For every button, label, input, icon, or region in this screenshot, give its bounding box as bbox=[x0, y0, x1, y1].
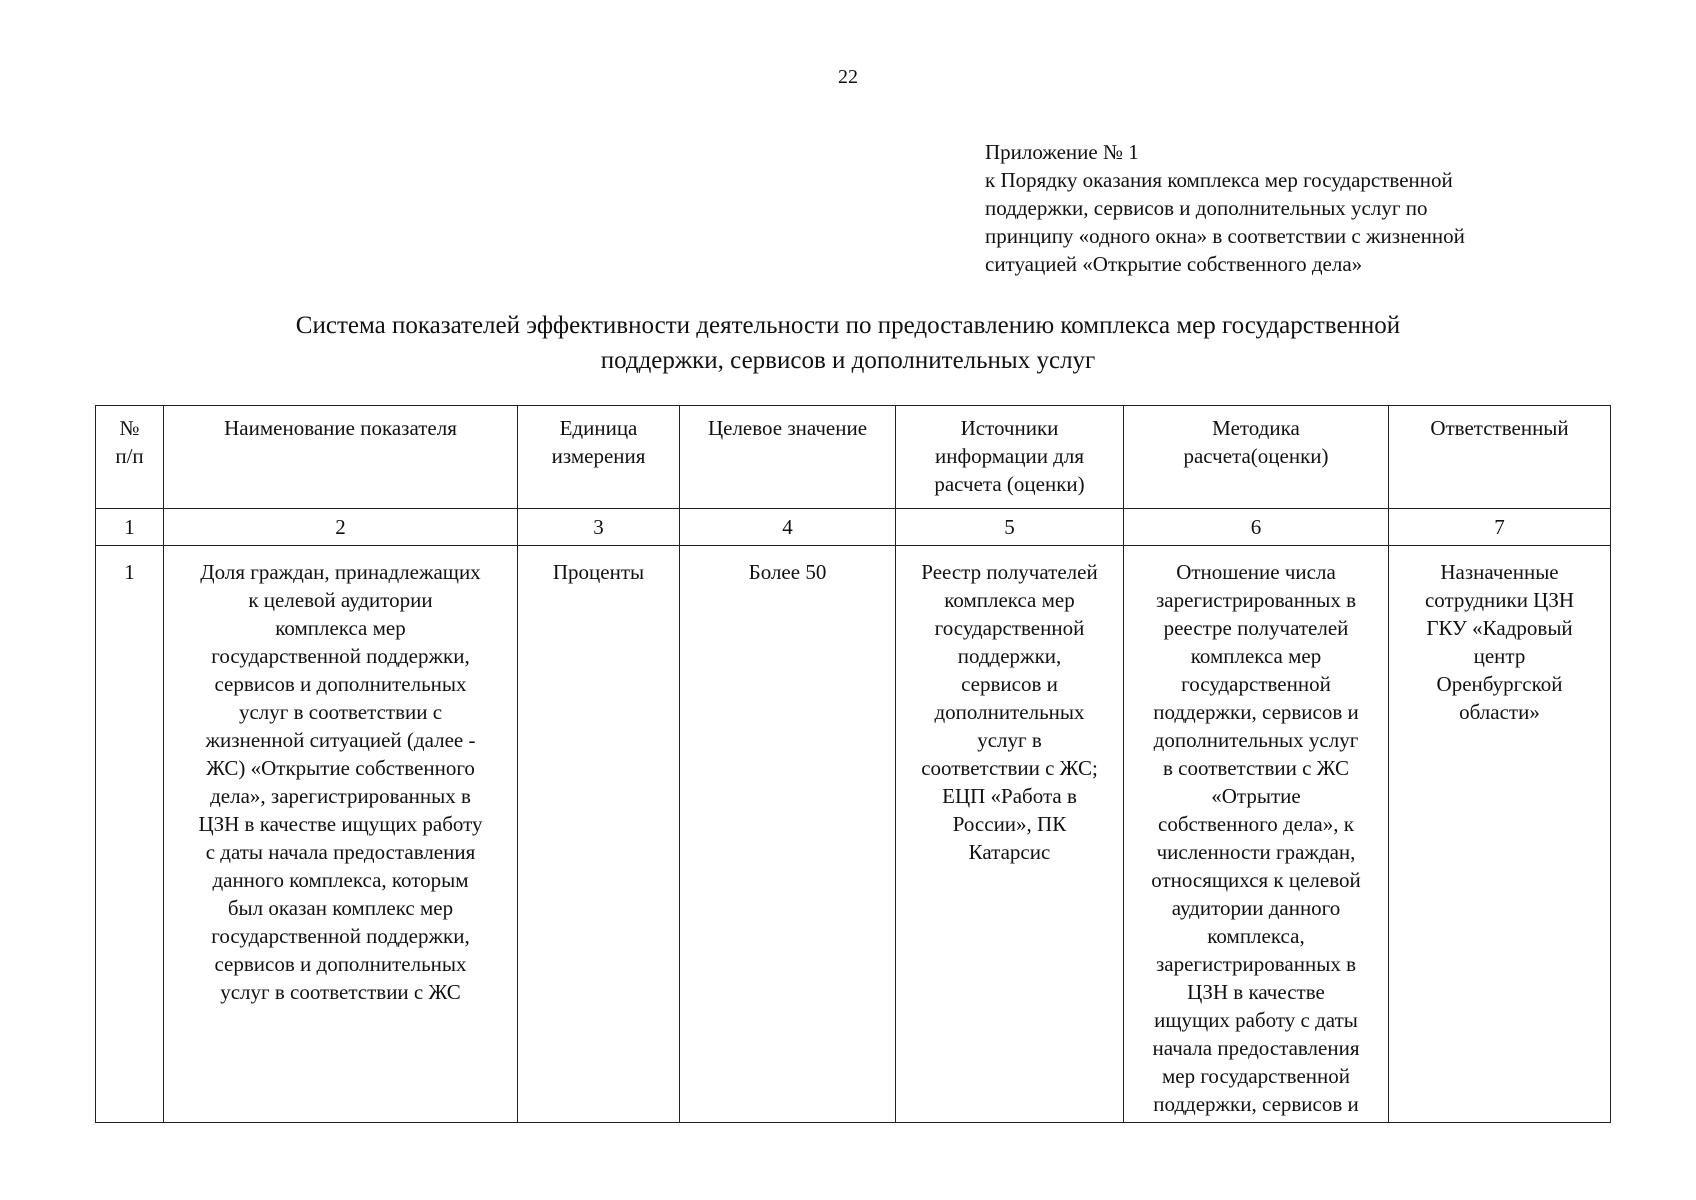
cell-text-line: Методика bbox=[1212, 416, 1300, 440]
column-number-cell: 1 bbox=[96, 509, 164, 546]
cell-text-line: собственного дела», к bbox=[1158, 812, 1354, 836]
cell-text-line: Доля граждан, принадлежащих bbox=[200, 560, 481, 584]
header-cell-sources bbox=[896, 406, 1124, 509]
appendix-line: Приложение № 1 bbox=[985, 140, 1139, 164]
cell-text-line: услуг в соответствии с bbox=[238, 700, 443, 724]
table-header-row bbox=[96, 406, 1611, 509]
cell-text-line: зарегистрированных в bbox=[1156, 588, 1356, 612]
page-number: 22 bbox=[838, 66, 858, 88]
cell-text-line: относящихся к целевой bbox=[1151, 868, 1361, 892]
cell-text-line: Наименование показателя bbox=[224, 416, 457, 440]
cell-text-line: в соответствии с ЖС bbox=[1163, 756, 1349, 780]
cell-text-line: Оренбургской bbox=[1436, 672, 1563, 696]
document-title bbox=[0, 308, 1696, 378]
cell-text-line: начала предоставления bbox=[1152, 1036, 1360, 1060]
appendix-note bbox=[985, 138, 1585, 278]
cell-text-line: поддержки, сервисов и bbox=[1153, 1092, 1359, 1116]
cell-target-value bbox=[680, 546, 896, 1123]
cell-text-line: государственной bbox=[934, 616, 1085, 640]
cell-text-line: Назначенные bbox=[1440, 560, 1559, 584]
column-number-cell: 7 bbox=[1389, 509, 1611, 546]
title-line: поддержки, сервисов и дополнительных услуг bbox=[600, 347, 1096, 374]
cell-text-line: ЕЦП «Работа в bbox=[942, 784, 1077, 808]
cell-text-line: области» bbox=[1459, 700, 1540, 724]
cell-text-line: комплекса мер bbox=[275, 616, 406, 640]
cell-text-line: расчета(оценки) bbox=[1183, 444, 1329, 468]
cell-text-line: ЖС) «Открытие собственного bbox=[206, 756, 475, 780]
header-cell-target-value bbox=[680, 406, 896, 509]
cell-text-line: информации для bbox=[934, 444, 1085, 468]
cell-text-line: сервисов и bbox=[961, 672, 1058, 696]
cell-text-line: ЦЗН в качестве bbox=[1187, 980, 1325, 1004]
cell-text-line: Проценты bbox=[552, 560, 645, 584]
cell-text-line: зарегистрированных в bbox=[1156, 952, 1356, 976]
cell-text-line: государственной bbox=[1181, 672, 1331, 696]
cell-text-line: 1 bbox=[124, 560, 135, 584]
cell-text-line: Ответственный bbox=[1430, 416, 1569, 440]
cell-text-line: ЦЗН в качестве ищущих работу bbox=[198, 812, 483, 836]
cell-text-line: Реестр получателей bbox=[921, 560, 1098, 584]
indicators-table bbox=[95, 405, 1611, 1123]
cell-text-line: численности граждан, bbox=[1156, 840, 1356, 864]
cell-text-line: услуг в bbox=[977, 728, 1042, 752]
cell-text-line: «Отрытие bbox=[1211, 784, 1301, 808]
cell-text-line: комплекса мер bbox=[944, 588, 1075, 612]
cell-text-line: № bbox=[119, 416, 140, 440]
cell-text-line: реестре получателей bbox=[1163, 616, 1349, 640]
header-cell-number bbox=[96, 406, 164, 509]
cell-text-line: дополнительных bbox=[934, 700, 1085, 724]
cell-text-line: жизненной ситуацией (далее - bbox=[205, 728, 476, 752]
cell-text-line: сервисов и дополнительных bbox=[214, 672, 467, 696]
cell-text-line: дополнительных услуг bbox=[1153, 728, 1359, 752]
cell-text-line: Отношение числа bbox=[1176, 560, 1336, 584]
cell-text-line: был оказан комплекс мер bbox=[227, 896, 454, 920]
cell-text-line: сервисов и дополнительных bbox=[214, 952, 467, 976]
cell-text-line: ищущих работу с даты bbox=[1154, 1008, 1358, 1032]
appendix-line: принципу «одного окна» в соответствии с жизненной bbox=[985, 224, 1465, 248]
cell-text-line: мер государственной bbox=[1161, 1064, 1351, 1088]
cell-text-line: соответствии с ЖС; bbox=[921, 756, 1098, 780]
cell-sources bbox=[896, 546, 1124, 1123]
header-cell-responsible bbox=[1389, 406, 1611, 509]
cell-text-line: государственной поддержки, bbox=[211, 924, 470, 948]
cell-text-line: Единица bbox=[559, 416, 638, 440]
cell-text-line: Катарсис bbox=[968, 840, 1051, 864]
cell-text-line: измерения bbox=[551, 444, 646, 468]
cell-text-line: расчета (оценки) bbox=[934, 472, 1085, 496]
cell-text-line: России», ПК bbox=[952, 812, 1067, 836]
cell-text-line: поддержки, сервисов и bbox=[1153, 700, 1359, 724]
cell-text-line: п/п bbox=[115, 444, 144, 468]
header-cell-indicator-name bbox=[164, 406, 518, 509]
cell-text-line: поддержки, bbox=[957, 644, 1062, 668]
cell-text-line: центр bbox=[1473, 644, 1526, 668]
cell-text-line: комплекса мер bbox=[1190, 644, 1322, 668]
cell-text-line: Источники bbox=[960, 416, 1059, 440]
column-number-cell: 3 bbox=[518, 509, 680, 546]
cell-text-line: с даты начала предоставления bbox=[205, 840, 476, 864]
cell-number bbox=[96, 546, 164, 1123]
cell-responsible bbox=[1389, 546, 1611, 1123]
column-number-cell: 4 bbox=[680, 509, 896, 546]
cell-methodology bbox=[1124, 546, 1389, 1123]
cell-text-line: сотрудники ЦЗН bbox=[1424, 588, 1575, 612]
column-number-cell: 6 bbox=[1124, 509, 1389, 546]
column-number-cell: 5 bbox=[896, 509, 1124, 546]
column-number-cell: 2 bbox=[164, 509, 518, 546]
cell-text-line: данного комплекса, которым bbox=[212, 868, 469, 892]
cell-text-line: государственной поддержки, bbox=[211, 644, 470, 668]
appendix-line: поддержки, сервисов и дополнительных услуг по bbox=[985, 196, 1428, 220]
column-number-row bbox=[96, 509, 1611, 546]
appendix-line: к Порядку оказания комплекса мер государственной bbox=[985, 168, 1453, 192]
appendix-line: ситуацией «Открытие собственного дела» bbox=[985, 252, 1363, 276]
cell-text-line: Целевое значение bbox=[707, 416, 868, 440]
cell-text-line: услуг в соответствии с ЖС bbox=[220, 980, 461, 1004]
cell-text-line: к целевой аудитории bbox=[248, 588, 433, 612]
title-line: Система показателей эффективности деятельности по предоставлению комплекса мер государственной bbox=[295, 312, 1401, 339]
cell-indicator-name bbox=[164, 546, 518, 1123]
table-row bbox=[96, 546, 1611, 1123]
header-cell-unit bbox=[518, 406, 680, 509]
cell-text-line: ГКУ «Кадровый bbox=[1426, 616, 1573, 640]
header-cell-methodology bbox=[1124, 406, 1389, 509]
cell-unit bbox=[518, 546, 680, 1123]
cell-text-line: аудитории данного bbox=[1171, 896, 1341, 920]
cell-text-line: дела», зарегистрированных в bbox=[210, 784, 471, 808]
cell-text-line: комплекса, bbox=[1207, 924, 1305, 948]
cell-text-line: Более 50 bbox=[748, 560, 827, 584]
